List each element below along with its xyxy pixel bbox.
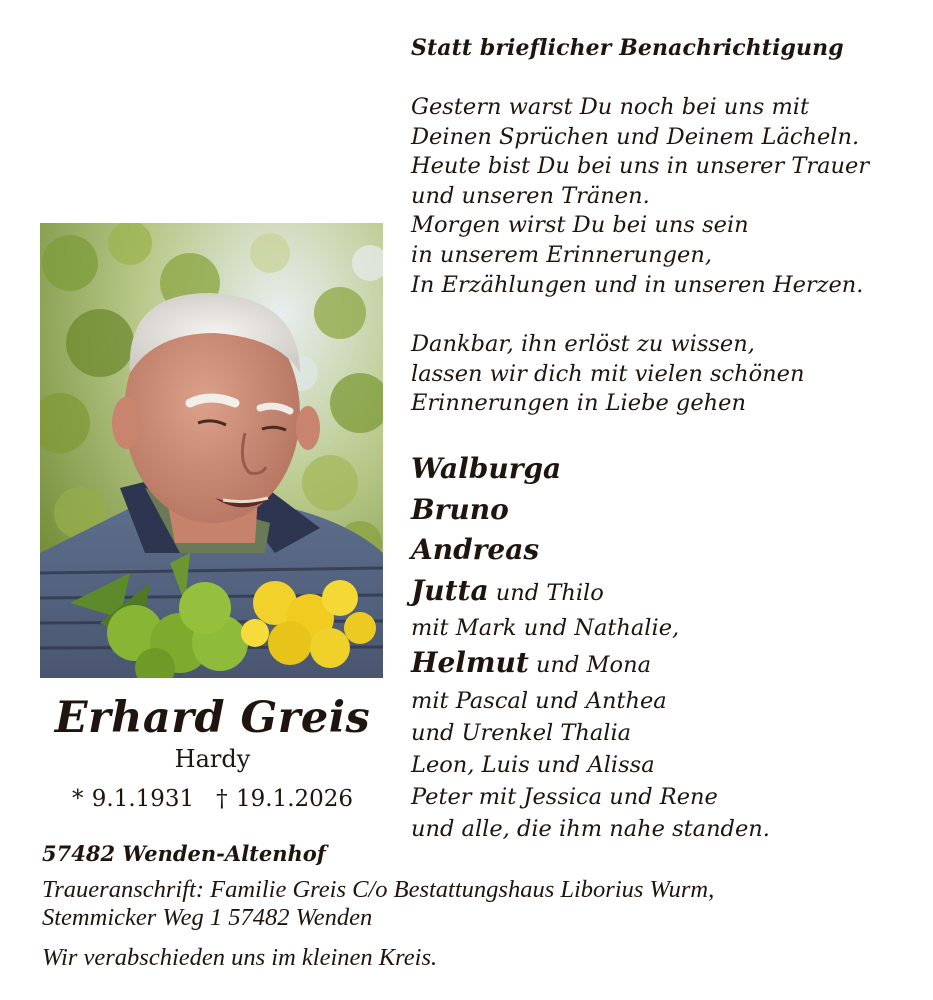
farewell-note: Wir verabschieden uns im kleinen Kreis. (42, 944, 438, 971)
birth-date: * 9.1.1931 (71, 786, 195, 812)
poem-line: Gestern warst Du noch bei uns mit (411, 94, 810, 120)
deceased-name: Erhard Greis (54, 693, 371, 743)
family-detail: und Thilo (488, 579, 604, 606)
life-dates (40, 784, 385, 814)
family-member (411, 717, 770, 749)
family-name: Bruno (411, 492, 509, 526)
family-member (411, 572, 770, 613)
location: 57482 Wenden-Altenhof (42, 841, 326, 866)
poem-stanza-2 (411, 330, 804, 419)
poem-line: lassen wir dich mit vielen schönen (411, 360, 805, 387)
family-member (411, 450, 770, 491)
family-member (411, 749, 770, 781)
family-detail: und Mona (528, 652, 652, 678)
deceased-nickname: Hardy (174, 745, 251, 773)
family-detail: und alle, die ihm nahe standen. (411, 815, 770, 842)
text-column (411, 30, 911, 842)
family-member (411, 531, 770, 572)
family-detail: mit Pascal und Anthea (411, 687, 667, 714)
family-name: Walburga (411, 452, 562, 485)
family-member (411, 685, 770, 717)
family-member (411, 612, 770, 644)
death-date: † 19.1.2026 (216, 786, 354, 812)
poem-line: Morgen wirst Du bei uns sein (411, 212, 749, 239)
poem-stanza-1 (411, 93, 869, 300)
poem-line: Erinnerungen in Liebe gehen (411, 390, 746, 417)
family-detail: und Urenkel Thalia (411, 719, 632, 746)
address-block (42, 838, 902, 972)
poem-line: und unseren Tränen. (411, 182, 650, 209)
family-name: Jutta (411, 573, 489, 607)
poem-line: Heute bist Du bei uns in unserer Trauer (411, 153, 870, 180)
family-member (411, 781, 770, 813)
portrait-image (40, 223, 383, 678)
poem-line: Deinen Sprüchen und Deinem Lächeln. (411, 123, 860, 150)
family-member (411, 644, 770, 685)
poem-line: Dankbar, ihn erlöst zu wissen, (411, 331, 755, 357)
family-detail: Leon, Luis und Alissa (411, 751, 655, 778)
headline: Statt brieflicher Benachrichtigung (411, 35, 844, 61)
family-name: Andreas (411, 533, 540, 566)
address-line: Stemmicker Weg 1 57482 Wenden (42, 904, 373, 931)
family-detail: mit Mark und Nathalie, (411, 615, 680, 641)
address-line: Traueranschrift: Familie Greis C/o Bestattungshaus Liborius Wurm, (42, 876, 715, 903)
family-detail: Peter mit Jessica und Rene (411, 783, 718, 810)
family-member (411, 491, 770, 532)
portrait-photo (40, 223, 383, 678)
mourning-address (42, 876, 902, 932)
family-list (411, 450, 770, 845)
family-name: Helmut (411, 646, 529, 679)
poem-line: In Erzählungen und in unseren Herzen. (411, 271, 864, 298)
poem-line: in unserem Erinnerungen, (411, 241, 713, 268)
deceased-info (40, 690, 385, 814)
